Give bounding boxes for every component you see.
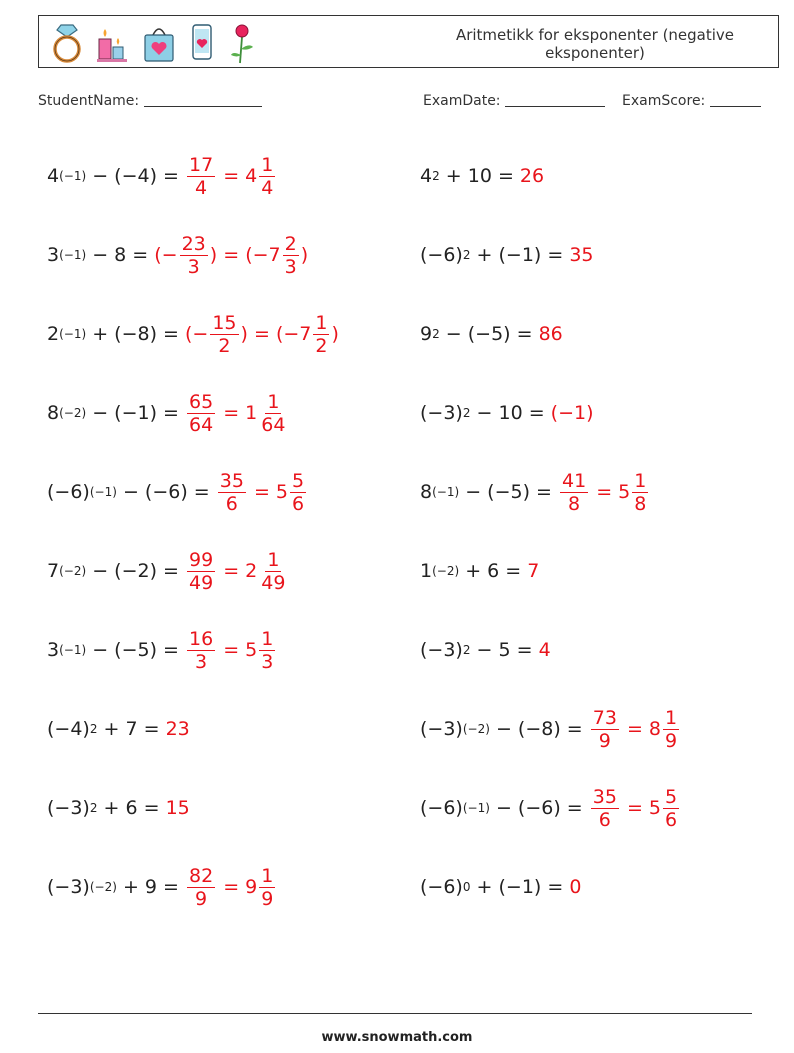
problem-base: (−3) — [420, 402, 463, 424]
answer-text: ) — [331, 323, 339, 345]
answer-fraction — [283, 233, 299, 278]
answer-text: = 1 — [217, 402, 258, 424]
problem-item: 1 (−2) + 6 = 7 — [420, 560, 540, 582]
problem-answer — [539, 639, 551, 661]
problem-answer — [539, 323, 563, 345]
fraction-denominator: 6 — [598, 808, 611, 831]
answer-fraction — [663, 707, 679, 752]
problem-answer — [185, 312, 339, 357]
answer-fraction — [180, 233, 208, 278]
answer-fraction — [187, 549, 215, 594]
answer-fraction — [259, 628, 275, 673]
fraction-numerator: 73 — [592, 706, 617, 729]
problem-base: 8 — [47, 402, 60, 424]
problem-answer — [185, 628, 277, 673]
answer-fraction — [218, 470, 246, 515]
problem-item: (−6) 2 + (−1) = 35 — [420, 244, 594, 266]
fraction-denominator: 4 — [261, 176, 274, 199]
problem-answer — [166, 797, 190, 819]
fraction-denominator: 9 — [195, 887, 208, 910]
problem-item: (−3) 2 − 10 = (−1) — [420, 402, 594, 424]
answer-fraction — [560, 470, 588, 515]
answer-text: ) = (−7 — [209, 244, 281, 266]
problem-item: 9 2 − (−5) = 86 — [420, 323, 563, 345]
problem-item: (−6) (−1) − (−6) = $\frac{35}{6}$ = 5 $\frac{5}{6}$ — [47, 462, 308, 522]
answer-text: 4 — [538, 639, 551, 661]
problem-answer — [569, 244, 593, 266]
answer-text: 26 — [519, 165, 545, 187]
problem-operation: + 6 = — [459, 560, 528, 582]
problem-base: (−6) — [47, 481, 90, 503]
gift-bag-icon — [139, 21, 179, 65]
problem-base: (−4) — [47, 718, 90, 740]
fraction-numerator: 5 — [292, 469, 305, 492]
answer-text: = 5 — [590, 481, 631, 503]
problem-answer — [154, 233, 308, 278]
student-name-label: StudentName: — [38, 93, 140, 109]
fraction-numerator: 1 — [261, 627, 274, 650]
page-title: Aritmetikk for eksponenter (negative eksponenter) — [455, 26, 735, 62]
fraction-denominator: 9 — [261, 887, 274, 910]
fraction-numerator: 1 — [665, 706, 678, 729]
problem-operation: − 5 = — [470, 639, 539, 661]
fraction-numerator: 23 — [181, 232, 206, 255]
fraction-numerator: 1 — [634, 469, 647, 492]
problem-answer — [185, 865, 277, 910]
fraction-numerator: 16 — [189, 627, 214, 650]
fraction-denominator: 2 — [315, 334, 328, 357]
problem-base: (−6) — [420, 797, 463, 819]
problem-operation: + (−1) = — [470, 244, 570, 266]
problem-base: 4 — [420, 165, 433, 187]
problem-operation: − (−8) = — [489, 718, 589, 740]
problem-base: 8 — [420, 481, 433, 503]
problem-operation: − (−6) = — [489, 797, 589, 819]
answer-text: 7 — [527, 560, 540, 582]
answer-text: (− — [185, 323, 209, 345]
fraction-numerator: 99 — [189, 548, 214, 571]
problem-operation: − (−5) = — [439, 323, 539, 345]
icon-strip — [47, 20, 259, 66]
problem-answer — [520, 165, 544, 187]
answer-fraction — [290, 470, 306, 515]
fraction-denominator: 64 — [189, 413, 214, 436]
student-name-field — [38, 93, 262, 109]
fraction-denominator: 64 — [261, 413, 286, 436]
problem-base: 3 — [47, 639, 60, 661]
problem-operation: + 6 = — [97, 797, 166, 819]
exam-date-label: ExamDate: — [423, 93, 501, 109]
answer-text: = 8 — [620, 718, 662, 740]
exam-date-field — [423, 93, 605, 109]
answer-text: 0 — [569, 876, 582, 898]
footer-divider — [38, 1013, 752, 1014]
fraction-denominator: 3 — [261, 650, 274, 673]
answer-text: 35 — [569, 244, 594, 266]
problem-base: (−6) — [420, 876, 463, 898]
problem-item: (−4) 2 + 7 = 23 — [47, 718, 190, 740]
problem-base: 7 — [47, 560, 60, 582]
problem-base: (−3) — [47, 876, 90, 898]
problem-base: 2 — [47, 323, 60, 345]
problem-answer — [185, 549, 289, 594]
exam-score-field — [622, 93, 761, 109]
problem-answer — [589, 707, 681, 752]
problem-answer — [551, 402, 594, 424]
problem-base: 1 — [420, 560, 433, 582]
problem-item: 4 2 + 10 = 26 — [420, 165, 545, 187]
answer-fraction — [187, 865, 215, 910]
problem-item: (−6) 0 + (−1) = 0 — [420, 876, 582, 898]
answer-fraction — [259, 865, 275, 910]
answer-fraction — [632, 470, 648, 515]
problem-answer — [216, 470, 308, 515]
answer-fraction — [591, 707, 619, 752]
problem-base: (−3) — [420, 718, 463, 740]
fraction-denominator: 4 — [195, 176, 208, 199]
fraction-denominator: 3 — [284, 255, 297, 278]
answer-text: = 5 — [620, 797, 662, 819]
problem-item: 2 (−1) + (−8) = (− $\frac{15}{2}$ ) = (−7 $\frac{1}{2}$ ) — [47, 311, 339, 357]
fraction-numerator: 17 — [189, 153, 214, 176]
answer-fraction — [210, 312, 238, 357]
footer-url: www.snowmath.com — [321, 1030, 473, 1045]
exam-score-line — [710, 93, 761, 107]
problem-answer — [589, 786, 681, 831]
answer-text: 15 — [165, 797, 190, 819]
answer-text: (−1) — [550, 402, 594, 424]
problem-operation: + 9 = — [116, 876, 185, 898]
problem-operation: − (−6) = — [116, 481, 216, 503]
rose-icon — [225, 21, 259, 65]
problem-item: 4 (−1) − (−4) = $\frac{17}{4}$ = 4 $\frac{1}{4}$ — [47, 146, 277, 206]
answer-fraction — [259, 154, 275, 199]
fraction-numerator: 1 — [267, 390, 280, 413]
problem-answer — [185, 391, 289, 436]
exam-score-label: ExamScore: — [622, 93, 706, 109]
problem-item: 8 (−2) − (−1) = $\frac{65}{64}$ = 1 $\frac{1}{64}$ — [47, 383, 289, 443]
problem-operation: + (−1) = — [470, 876, 570, 898]
answer-fraction — [187, 391, 215, 436]
student-name-line — [144, 93, 262, 107]
fraction-numerator: 35 — [592, 785, 617, 808]
ring-icon — [47, 21, 87, 65]
problem-answer — [569, 876, 581, 898]
problem-operation: + 10 = — [439, 165, 520, 187]
problem-item: 3 (−1) − 8 = (− $\frac{23}{3}$ ) = (−7 $\frac{2}{3}$ ) — [47, 232, 309, 278]
fraction-numerator: 1 — [261, 864, 274, 887]
problem-operation: − (−1) = — [86, 402, 185, 424]
problem-operation: − (−5) = — [86, 639, 185, 661]
answer-fraction — [591, 786, 619, 831]
problem-answer — [166, 718, 190, 740]
problem-operation: + (−8) = — [86, 323, 185, 345]
fraction-denominator: 2 — [218, 334, 231, 357]
problem-base: (−3) — [47, 797, 90, 819]
problem-item: (−3) 2 + 6 = 15 — [47, 797, 190, 819]
problem-item: (−3) 2 − 5 = 4 — [420, 639, 551, 661]
phone-heart-icon — [185, 21, 219, 65]
answer-fraction — [187, 628, 215, 673]
answer-text: = 5 — [217, 639, 258, 661]
answer-text: 23 — [165, 718, 190, 740]
problem-base: 4 — [47, 165, 60, 187]
answer-text: 86 — [538, 323, 563, 345]
fraction-numerator: 41 — [562, 469, 587, 492]
problem-item: 8 (−1) − (−5) = $\frac{41}{8}$ = 5 $\frac{1}{8}$ — [420, 462, 650, 522]
problem-operation: − 8 = — [86, 244, 155, 266]
answer-text: (− — [154, 244, 178, 266]
fraction-numerator: 5 — [665, 785, 678, 808]
answer-text: = 9 — [217, 876, 258, 898]
problem-item: 3 (−1) − (−5) = $\frac{16}{3}$ = 5 $\frac{1}{3}$ — [47, 620, 277, 680]
fraction-denominator: 6 — [292, 492, 305, 515]
candles-icon — [93, 21, 133, 65]
fraction-denominator: 49 — [261, 571, 286, 594]
fraction-numerator: 2 — [284, 232, 297, 255]
problem-base: (−6) — [420, 244, 463, 266]
fraction-denominator: 9 — [665, 729, 678, 752]
exam-date-line — [505, 93, 605, 107]
problem-answer — [185, 154, 277, 199]
problem-item: (−3) (−2) − (−8) = $\frac{73}{9}$ = 8 $\frac{1}{9}$ — [420, 699, 681, 759]
answer-text: = 5 — [247, 481, 289, 503]
fraction-numerator: 1 — [267, 548, 280, 571]
fraction-denominator: 8 — [634, 492, 647, 515]
fraction-denominator: 8 — [568, 492, 581, 515]
problem-base: 9 — [420, 323, 433, 345]
fraction-denominator: 49 — [189, 571, 214, 594]
problem-base: (−3) — [420, 639, 463, 661]
problem-item: 7 (−2) − (−2) = $\frac{99}{49}$ = 2 $\frac{1}{49}$ — [47, 541, 289, 601]
problem-item: (−3) (−2) + 9 = $\frac{82}{9}$ = 9 $\frac{1}{9}$ — [47, 857, 277, 917]
problem-operation: − (−5) = — [459, 481, 558, 503]
fraction-numerator: 1 — [261, 153, 274, 176]
fraction-denominator: 9 — [598, 729, 611, 752]
problem-item: (−6) (−1) − (−6) = $\frac{35}{6}$ = 5 $\frac{5}{6}$ — [420, 778, 681, 838]
answer-fraction — [259, 391, 287, 436]
problem-answer — [558, 470, 650, 515]
fraction-denominator: 3 — [187, 255, 200, 278]
answer-text: ) = (−7 — [240, 323, 312, 345]
problem-answer — [527, 560, 539, 582]
answer-text: = 4 — [217, 165, 258, 187]
header-box — [38, 15, 779, 68]
fraction-denominator: 3 — [195, 650, 208, 673]
fraction-numerator: 35 — [219, 469, 244, 492]
fraction-numerator: 82 — [189, 864, 214, 887]
answer-fraction — [187, 154, 215, 199]
fraction-numerator: 15 — [212, 311, 237, 334]
answer-fraction — [313, 312, 329, 357]
problem-operation: − 10 = — [470, 402, 551, 424]
problem-operation: + 7 = — [97, 718, 166, 740]
problem-operation: − (−2) = — [86, 560, 185, 582]
answer-fraction — [663, 786, 679, 831]
fraction-numerator: 1 — [315, 311, 328, 334]
problem-base: 3 — [47, 244, 60, 266]
problem-operation: − (−4) = — [86, 165, 185, 187]
fraction-numerator: 65 — [189, 390, 214, 413]
answer-text: = 2 — [217, 560, 258, 582]
answer-fraction — [259, 549, 287, 594]
fraction-denominator: 6 — [665, 808, 678, 831]
fraction-denominator: 6 — [225, 492, 238, 515]
answer-text: ) — [300, 244, 309, 266]
